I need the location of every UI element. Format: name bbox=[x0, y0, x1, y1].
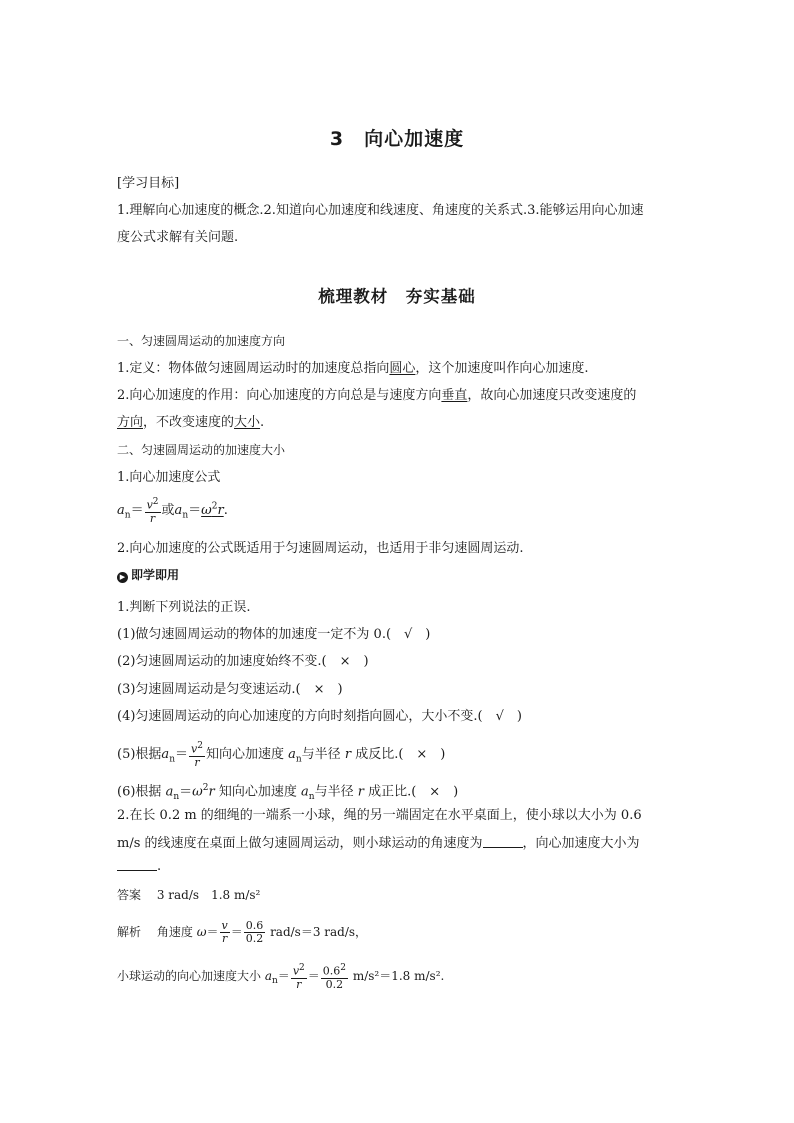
page-title: 3 向心加速度 bbox=[329, 128, 465, 150]
item5-text-mid2: 与半径 bbox=[301, 746, 341, 762]
question-2-text-end: ，向心加速度大小为 bbox=[522, 836, 640, 851]
answer-label: 答案 bbox=[117, 888, 142, 902]
judgement-item-3: (3)匀速圆周运动是匀变速运动.( × ) bbox=[117, 682, 343, 697]
role-line-2 bbox=[117, 415, 264, 431]
play-circle-icon: ▶ bbox=[117, 572, 128, 583]
item6-text-end: 成正比.( × ) bbox=[368, 784, 459, 800]
judgement-item-1: (1)做匀速圆周运动的物体的加速度一定不为 0.( √ ) bbox=[117, 627, 431, 642]
question-2-text: m/s 的线速度在桌面上做匀速圆周运动，则小球运动的角速度为 bbox=[117, 836, 483, 851]
objectives-heading: [学习目标] bbox=[117, 176, 180, 191]
item5-text-end: 成反比.( × ) bbox=[355, 746, 446, 762]
answer-value: 3 rad/s 1.8 m/s² bbox=[156, 888, 261, 902]
item6-text: (6)根据 bbox=[117, 784, 162, 800]
definition-text-end: ，这个加速度叫作向心加速度. bbox=[415, 361, 589, 376]
question-2-dot: . bbox=[157, 859, 162, 874]
analysis-line-1: 解析 角速度 ω＝ $\frac{v}{r}$ ＝ $\frac{0.6}{0.2}$ rad/s＝3 rad/s， bbox=[117, 919, 368, 945]
judgement-item-5: (5)根据$a_n=$ $\frac{v^2}{r}$ 知向心加速度 $a_n$与半径 r 成反比.( × ) bbox=[117, 741, 446, 769]
objectives-line-1: 1.理解向心加速度的概念.2.知道向心加速度和线速度、角速度的关系式.3.能够运用向心加速 bbox=[117, 203, 644, 218]
analysis-unit-1: rad/s＝3 rad/s， bbox=[270, 925, 368, 939]
definition-keyword: 圆心 bbox=[389, 361, 416, 376]
answer-line bbox=[117, 887, 260, 903]
analysis-unit-2: m/s²＝1.8 m/s². bbox=[352, 968, 445, 983]
answer-blank-acceleration bbox=[117, 858, 157, 871]
fraction-0-6sq-over-0-2: $\frac{0.6^2}{0.2}$ bbox=[322, 963, 347, 991]
role-text-mid: ，不改变速度的 bbox=[143, 415, 235, 430]
analysis-text-1: 角速度 bbox=[156, 925, 193, 939]
practice-label: 即学即用 bbox=[131, 568, 180, 582]
judgement-item-6: (6)根据 $a_n=\omega^2r$ 知向心加速度 $a_n$与半径 r 成正比.( × ) bbox=[117, 783, 459, 802]
item5-text-mid: 知向心加速度 bbox=[205, 746, 284, 762]
answer-blank-angular-velocity bbox=[483, 835, 523, 848]
fraction-v2-over-r-analysis: $\frac{v^2}{r}$ bbox=[292, 963, 305, 991]
section-title: 梳理教材 夯实基础 bbox=[318, 287, 476, 306]
judgement-item-4: (4)匀速圆周运动的向心加速度的方向时刻指向圆心，大小不变.( √ ) bbox=[117, 709, 522, 724]
item6-text-mid2: 与半径 bbox=[314, 784, 354, 800]
role-text: 2.向心加速度的作用：向心加速度的方向总是与速度方向 bbox=[117, 388, 442, 403]
fraction-v2-over-r-item5: $\frac{v^2}{r}$ bbox=[191, 741, 203, 769]
role-keyword-direction: 方向 bbox=[117, 415, 144, 430]
formula-or: 或 bbox=[161, 502, 175, 518]
definition-line bbox=[117, 361, 589, 377]
analysis-label: 解析 bbox=[117, 925, 142, 939]
formula-line: $a_n=$ $\frac{v^2}{r}$ 或$a_n=\omega^2r$. bbox=[117, 497, 228, 525]
objectives-line-2: 度公式求解有关问题. bbox=[117, 230, 239, 245]
definition-text: 1.定义：物体做匀速圆周运动时的加速度总指向 bbox=[117, 361, 390, 376]
analysis-line-2: 小球运动的向心加速度大小 $a_n=$ $\frac{v^2}{r}$ ＝ $\frac{0.6^2}{0.2}$ m/s²＝1.8 m/s². bbox=[117, 963, 445, 991]
formula-note: 2.向心加速度的公式既适用于匀速圆周运动，也适用于非匀速圆周运动. bbox=[117, 541, 524, 556]
item5-text: (5)根据 bbox=[117, 746, 162, 762]
judgement-item-2: (2)匀速圆周运动的加速度始终不变.( × ) bbox=[117, 654, 369, 669]
question-2-line-3 bbox=[117, 858, 161, 875]
part1-heading: 一、匀速圆周运动的加速度方向 bbox=[117, 334, 286, 348]
formula-label: 1.向心加速度公式 bbox=[117, 470, 221, 485]
item6-text-mid: 知向心加速度 bbox=[218, 784, 297, 800]
fraction-v-over-r: $\frac{v}{r}$ bbox=[221, 919, 228, 945]
role-keyword-magnitude: 大小 bbox=[234, 415, 261, 430]
fraction-0-6-over-0-2: $\frac{0.6}{0.2}$ bbox=[245, 919, 264, 945]
fraction-v2-over-r: $\frac{v^2}{r}$ bbox=[146, 497, 159, 525]
analysis-text-2: 小球运动的向心加速度大小 bbox=[117, 968, 262, 983]
role-line-1 bbox=[117, 388, 636, 404]
role-text-dot: . bbox=[260, 415, 265, 430]
question-1: 1.判断下列说法的正误. bbox=[117, 600, 251, 615]
role-text-end: ，故向心加速度只改变速度的 bbox=[467, 388, 637, 403]
question-2-line-1: 2.在长 0.2 m 的细绳的一端系一小球，绳的另一端固定在水平桌面上，使小球以大小为 0.6 bbox=[117, 808, 642, 823]
role-keyword: 垂直 bbox=[441, 388, 468, 403]
question-2-line-2 bbox=[117, 835, 640, 852]
part2-heading: 二、匀速圆周运动的加速度大小 bbox=[117, 443, 286, 457]
practice-header bbox=[117, 567, 179, 583]
